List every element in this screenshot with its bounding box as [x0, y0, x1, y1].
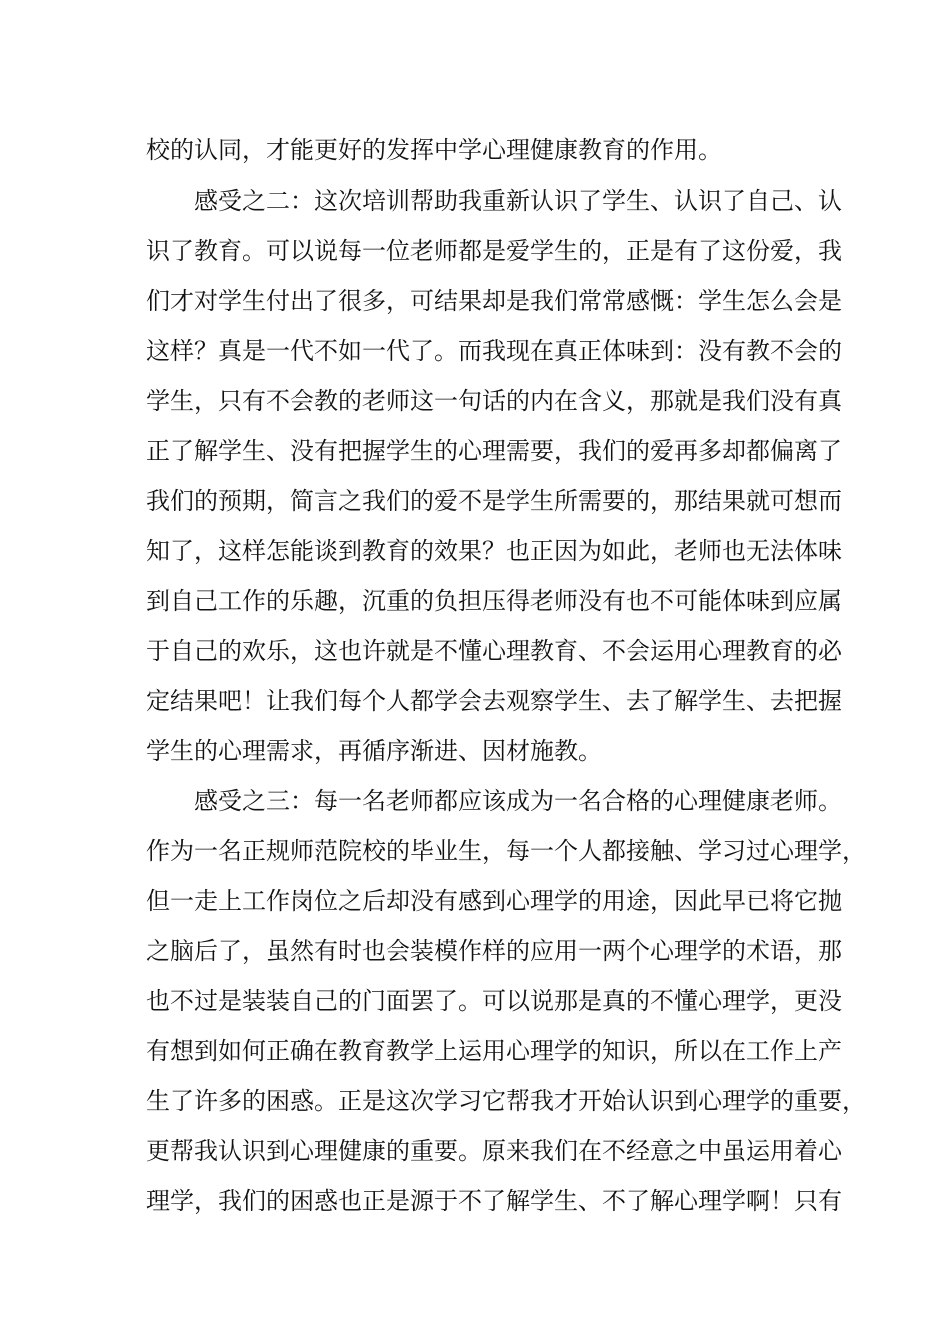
text-line — [0, 781, 950, 821]
text-line — [0, 931, 950, 971]
text-line-content: 之脑后了，虽然有时也会装模作样的应用一两个心理学的术语，那 — [146, 937, 842, 965]
text-line-content: 知了，这样怎能谈到教育的效果？也正因为如此，老师也无法体味 — [146, 537, 842, 565]
text-line — [0, 281, 950, 321]
text-line — [0, 631, 950, 671]
text-line-content: 校的认同，才能更好的发挥中学心理健康教育的作用。 — [146, 136, 722, 164]
text-line-content: 于自己的欢乐，这也许就是不懂心理教育、不会运用心理教育的必 — [146, 637, 842, 665]
text-line-content: 有想到如何正确在教育教学上运用心理学的知识，所以在工作上产 — [146, 1037, 842, 1065]
text-line — [0, 231, 950, 271]
text-line-content: 学生的心理需求，再循序渐进、因材施教。 — [146, 737, 602, 765]
text-line — [0, 181, 950, 221]
text-line-content: 生了许多的困惑。正是这次学习它帮我才开始认识到心理学的重要， — [146, 1087, 866, 1115]
text-line — [0, 981, 950, 1021]
text-line-content: 正了解学生、没有把握学生的心理需要，我们的爱再多却都偏离了 — [146, 437, 842, 465]
text-line — [0, 681, 950, 721]
text-line — [0, 1081, 950, 1121]
text-line — [0, 130, 950, 170]
text-line — [0, 581, 950, 621]
text-line-content: 作为一名正规师范院校的毕业生，每一个人都接触、学习过心理学， — [146, 837, 866, 865]
text-line-content: 识了教育。可以说每一位老师都是爱学生的，正是有了这份爱，我 — [146, 237, 842, 265]
text-line-content: 定结果吧！让我们每个人都学会去观察学生、去了解学生、去把握 — [146, 687, 842, 715]
text-line — [0, 1031, 950, 1071]
text-line-content: 们才对学生付出了很多，可结果却是我们常常感慨：学生怎么会是 — [146, 287, 842, 315]
text-line-content: 也不过是装装自己的门面罢了。可以说那是真的不懂心理学，更没 — [146, 987, 842, 1015]
text-line-content: 学生，只有不会教的老师这一句话的内在含义，那就是我们没有真 — [146, 387, 842, 415]
text-line-content: 这样？真是一代不如一代了。而我现在真正体味到：没有教不会的 — [146, 337, 842, 365]
text-line — [0, 481, 950, 521]
text-line-content: 理学，我们的困惑也正是源于不了解学生、不了解心理学啊！只有 — [146, 1187, 842, 1215]
text-line-content: 更帮我认识到心理健康的重要。原来我们在不经意之中虽运用着心 — [146, 1137, 842, 1165]
text-line — [0, 381, 950, 421]
text-line — [0, 1181, 950, 1221]
text-line-content: 但一走上工作岗位之后却没有感到心理学的用途，因此早已将它抛 — [146, 887, 842, 915]
text-line — [0, 531, 950, 571]
text-line-content: 到自己工作的乐趣，沉重的负担压得老师没有也不可能体味到应属 — [146, 587, 842, 615]
text-line — [0, 831, 950, 871]
text-line-content: 我们的预期，简言之我们的爱不是学生所需要的，那结果就可想而 — [146, 487, 842, 515]
text-line — [0, 731, 950, 771]
text-line-content: 感受之二：这次培训帮助我重新认识了学生、认识了自己、认 — [194, 187, 842, 215]
text-line — [0, 1131, 950, 1171]
text-line-content: 感受之三：每一名老师都应该成为一名合格的心理健康老师。 — [194, 787, 842, 815]
text-line — [0, 331, 950, 371]
text-line — [0, 431, 950, 471]
text-line — [0, 881, 950, 921]
